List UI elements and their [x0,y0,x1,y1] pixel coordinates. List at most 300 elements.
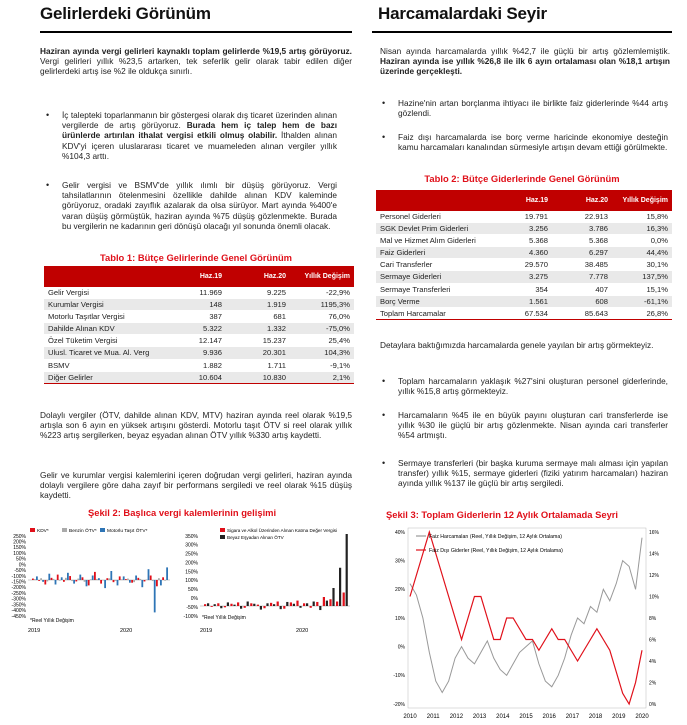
y-tick: 40% [394,529,405,536]
bullet-dot: • [46,110,50,120]
x-tick: 2014 [496,714,510,720]
bar [51,578,53,580]
bar [135,576,137,581]
y-tick: 250% [13,533,26,540]
bar [211,606,213,607]
bar [277,602,279,607]
table-cell: 22.913 [552,211,612,223]
revenue-paragraph-2: Dolaylı vergiler (ÖTV, dahilde alınan KDV, MTV) haziran ayında reel olarak %19,5 artışla son 6 ayın en yüksek artışını gösterdi. Motorlu taşıt ÖTV si reel olarak yıllık %223 artış sergilerken, beyaz eşyadan alınan ÖTV yıllık %330 artış kaydetti. [40,410,352,441]
bar [38,580,40,581]
y-tick: -250% [11,590,26,597]
y-tick: -50% [14,568,26,575]
y-tick: 0% [649,701,657,708]
y-tick: 250% [185,551,198,558]
bar [237,602,239,606]
bar [158,578,160,580]
y-tick: 0% [397,644,405,651]
table-row [44,311,354,323]
bar [156,580,158,586]
heading-rule [40,31,352,33]
y-tick: 2% [649,680,657,687]
table-cell: 681 [226,311,290,323]
y-tick: 150% [13,545,26,552]
bar [286,602,288,606]
table-cell: 1.711 [226,359,290,371]
revenue-intro-bold: Haziran ayında vergi gelirleri kaynaklı toplam gelirlerde %19,5 artış görüyoruz. [40,46,352,56]
table-cell: 9.225 [226,287,290,299]
table-cell: 3.275 [492,271,552,283]
bar [313,602,315,607]
table-cell: 26,8% [612,307,672,319]
x-tick: 2019 [200,628,213,634]
table-row [376,259,672,271]
table-cell: 15,1% [612,283,672,295]
chart-note: *Reel Yıllık Değişim [202,615,246,621]
spending-table [376,190,672,320]
bar [139,579,141,580]
spending-paragraph-2: Detaylara baktığımızda harcamalarda genele yayılan bir artış görmekteyiz. [380,340,654,350]
bar [283,606,285,609]
legend-label: Beyaz Eşyadan Alınan ÖTV [227,535,284,540]
spending-bullet-1: Hazine'nin artan borçlanma ihtiyacı ile birlikte faiz giderlerinde %44 artış gözlendi. [398,98,668,119]
y-tick: 6% [649,637,657,644]
table-cell: 1195,3% [290,299,354,311]
bar [125,579,127,580]
spending-bullet-3: Toplam harcamaların yaklaşık %27'sini oluşturan personel giderlerinde, yıllık %15,8 artış görmekteyiz. [398,376,668,397]
y-tick: 10% [649,594,660,601]
y-tick: -100% [11,573,26,580]
spending-intro-bold: Haziran ayında ise yıllık %26,8 ile ilk 6 ayın ortalaması olan %18,1 artışın üzerinde gerçekleşti. [380,56,670,77]
table-cell: 15,8% [612,211,672,223]
y-tick: 30% [394,558,405,565]
spending-intro-a: Nisan ayında harcamalarda yıllık %42,7 ile güçlü bir artış gözlemlemiştik. [380,46,670,56]
bar [144,580,146,581]
y-tick: -150% [11,579,26,586]
bar [69,576,71,580]
bar [117,580,119,585]
revenue-bullet-1a: İç talepteki toparlanmanın bir göstergesi olarak dış ticaret üzerinden alınan vergilerde de artış görüyoruz. [62,110,337,131]
bar [137,578,139,580]
table-cell: 104,3% [290,347,354,359]
bar [280,606,282,609]
table-header: Yıllık Değişim [290,266,354,287]
bar [316,602,318,606]
bar [240,606,242,609]
row-label: Motorlu Taşıtlar Vergisi [44,311,162,323]
bar [332,588,334,606]
bar [110,571,112,580]
bar [296,601,298,606]
y-tick: -450% [11,613,26,620]
bar [164,580,166,581]
bullet-dot: • [46,180,50,190]
table-header: Haz.19 [492,190,552,211]
table-cell: 387 [162,311,226,323]
table-row [376,211,672,223]
y-axis-ticks [12,534,27,620]
bar [154,580,156,612]
bar [40,578,42,580]
heading-rule [372,31,672,33]
y-tick: 10% [394,615,405,622]
row-label: Özel Tüketim Vergisi [44,335,162,347]
figure3-title: Şekil 3: Toplam Giderlerin 12 Aylık Ortalamada Seyri [386,509,619,520]
table-cell: 137,5% [612,271,672,283]
bar [79,575,81,580]
bar [266,603,268,606]
x-tick: 2012 [449,714,464,720]
row-label: Gelir Vergisi [44,287,162,299]
bar [82,577,84,580]
bar [102,580,104,581]
table-cell: -9,1% [290,359,354,371]
y-tick: -200% [11,585,26,592]
figure2a-chart [2,524,172,634]
y-axis-left-ticks [393,530,405,708]
y-tick: 50% [187,587,198,594]
revenue-bullet-1 [62,110,337,161]
bar [77,579,79,580]
table-cell: 6.297 [552,247,612,259]
revenue-paragraph-3: Gelir ve kurumlar vergisi kalemlerini içeren doğrudan vergi gelirleri, haziran ayında dolaylı vergilere göre daha zayıf bir performans sergiledi ve reel olarak %15 düşüş kaydetti. [40,470,352,501]
x-tick: 2017 [565,714,580,720]
table-cell: 3.256 [492,223,552,235]
revenue-intro-rest: Vergi gelirleri yıllık %23,5 artarken, tek seferlik gelir olarak tabir edilen diğer gelirlerdeki artış ise %2 ile oldukça sınırlı. [40,56,352,77]
bar [127,579,129,580]
table-cell: 1.561 [492,295,552,307]
bar [44,580,46,585]
revenue-table [44,266,354,384]
row-label: Sermaye Transferleri [376,283,492,295]
revenue-bullet-1-bold: Burada hem iç talep hem de bazı ürünlerde artırılan ithalat vergisi etkili olmuş olabilir. [62,120,338,141]
y-tick: 350% [185,533,198,540]
bar [92,576,94,581]
table-cell: 67.534 [492,307,552,319]
x-tick: 2010 [403,714,417,720]
table-cell: -75,0% [290,323,354,335]
bar [106,578,108,580]
row-label: Ulusl. Ticaret ve Mua. Al. Verg [44,347,162,359]
x-tick: 2015 [519,714,533,720]
row-label: Sermaye Giderleri [376,271,492,283]
table-cell: 354 [492,283,552,295]
bar [42,580,44,582]
row-label: Diğer Gelirler [44,371,162,383]
bar [230,604,232,606]
bar [160,580,162,585]
legend-label: KDV* [37,529,49,534]
table-cell: 0,0% [612,235,672,247]
table-row [376,235,672,247]
bar [303,603,305,606]
bar [152,580,154,581]
x-axis-ticks [403,714,649,720]
bar [88,580,90,585]
table-cell: 1.332 [226,323,290,335]
table-row [376,223,672,235]
bar [220,606,222,608]
table-cell: 29.570 [492,259,552,271]
bar [141,580,143,587]
y-tick: 20% [394,587,405,594]
bar [250,603,252,606]
bar [319,606,321,610]
revenue-bullet-1c: İthalden alınan KDV'yi içeren uluslararası ticaret ve muameleden alınan vergiler yıllık %104,3 arttı. [62,130,337,161]
table-header: Haz.20 [226,266,290,287]
row-label: BSMV [44,359,162,371]
bar [146,579,148,580]
table2-title: Tablo 2: Bütçe Giderlerinde Genel Görünüm [424,173,620,184]
y-tick: -10% [393,673,405,680]
table-row [376,271,672,283]
y-tick: 200% [185,560,198,567]
legend-label: Sigara ve Alkol Üzerinden Alınan Katma Değer Vergisi [227,528,338,533]
bar [75,580,77,581]
bar [233,605,235,606]
table-cell: 5.322 [162,323,226,335]
table-row [44,323,354,335]
bar [84,580,86,582]
bar [217,603,219,606]
bar [290,602,292,606]
bar [150,576,152,581]
y-tick: 100% [13,550,26,557]
x-tick: 2019 [612,714,626,720]
table-cell: 10.604 [162,371,226,383]
bar [34,579,36,580]
table-cell: 38.485 [552,259,612,271]
bar [310,606,312,608]
bar [123,576,125,580]
table-row [44,335,354,347]
table-cell: 1.919 [226,299,290,311]
table-header [376,190,492,211]
y-tick: -20% [393,701,405,708]
legend-swatch-motorlu [100,528,105,532]
spending-bullet-5: Sermaye transferleri (bir başka kuruma sermaye malı alması için yapılan transfer) yıllık %15, sermaye giderleri (fiziki yatırım harcamaları) haziran ayında yıllık %137 ile güçlü bir artış sergiledi. [398,458,668,489]
bar [48,574,50,580]
bar [100,580,102,584]
bullet-dot: • [382,410,386,420]
bar [306,603,308,606]
spending-bullet-2: Faiz dışı harcamalarda ise borç verme haricinde ekonomiye desteğin kamu harcamaları kanalından sürmesiyle artışın devam ettiği görülmekte. [398,132,668,153]
revenue-intro [40,46,352,77]
table-row [44,347,354,359]
bar [299,606,301,608]
y-tick: -300% [11,596,26,603]
bar [115,580,117,581]
bar [104,580,106,588]
bar [59,580,61,581]
legend-swatch-benzin [62,528,67,532]
spending-intro [380,46,670,77]
x-tick: 2020 [635,714,649,720]
x-tick: 2020 [120,628,133,634]
y-tick: -400% [11,608,26,615]
y-tick: 12% [649,572,660,579]
spending-heading: Harcamalardaki Seyir [378,4,547,23]
legend-swatch-sigara [220,528,225,532]
chart-background [2,524,172,634]
row-label: Kurumlar Vergisi [44,299,162,311]
bar [61,577,63,580]
table-cell: 16,3% [612,223,672,235]
bar [96,579,98,580]
table-cell: 12.147 [162,335,226,347]
bar [273,604,275,606]
x-tick: 2013 [472,714,487,720]
bar [36,576,38,580]
bar [65,578,67,580]
table-cell: 15.237 [226,335,290,347]
row-label: Faiz Giderleri [376,247,492,259]
bar [90,579,92,580]
y-tick: 200% [13,539,26,546]
y-tick: 50% [15,556,26,563]
bar [148,569,150,580]
bar [260,606,262,610]
bar [86,580,88,586]
bar [207,603,209,606]
row-label: Borç Verme [376,295,492,307]
y-tick: 4% [649,658,657,665]
table-row [44,371,354,383]
table-header-row [44,266,354,287]
bar [293,604,295,606]
table-cell: 5.368 [552,235,612,247]
bar [57,575,59,580]
bar [121,579,123,580]
bar [244,606,246,608]
bar [108,578,110,580]
revenue-heading: Gelirlerdeki Görünüm [40,4,211,23]
x-tick: 2018 [588,714,603,720]
bar [224,606,226,607]
chart-note: *Reel Yıllık Değişim [30,618,74,624]
figure3-chart [376,524,676,724]
table-cell: 9.936 [162,347,226,359]
bar [336,602,338,607]
table-cell: 148 [162,299,226,311]
bar [67,573,69,580]
bar [326,601,328,606]
legend-label: Motorlu Taşıt ÖTV* [107,529,148,534]
bar [162,577,164,580]
bar [46,580,48,581]
row-label: Cari Transferler [376,259,492,271]
figure2-title: Şekil 2: Başlıca vergi kalemlerinin gelişimi [88,507,277,518]
plot-area [408,528,646,708]
bar [346,534,348,606]
table-cell: 19.791 [492,211,552,223]
bar [55,580,57,585]
bar [339,568,341,606]
table-cell: 10.830 [226,371,290,383]
bar [270,603,272,606]
y-tick: -50% [186,604,198,611]
row-label: Personel Giderleri [376,211,492,223]
table-cell: 608 [552,295,612,307]
bar [53,579,55,580]
table-cell: 25,4% [290,335,354,347]
bar [94,572,96,580]
y-tick: -100% [183,613,198,620]
row-label: Toplam Harcamalar [376,307,492,319]
table1-title: Tablo 1: Bütçe Gelirlerinde Genel Görünüm [99,252,293,263]
legend-label: Faiz Harcamaları (Reel, Yıllık Değişim, 12 Aylık Ortalama) [429,534,562,540]
table-row [376,247,672,259]
bar [113,580,115,582]
y-tick: 0% [190,596,198,603]
table-cell: 85.643 [552,307,612,319]
table-cell: -61,1% [612,295,672,307]
table-row [44,359,354,371]
bar [63,580,65,582]
bar [98,578,100,580]
table-cell: 5.368 [492,235,552,247]
bar [32,579,34,580]
table-cell: 20.301 [226,347,290,359]
table-cell: 30,1% [612,259,672,271]
table-cell: 11.969 [162,287,226,299]
table-row [376,283,672,295]
y-tick: 0% [18,562,26,569]
figure2b-chart [178,524,352,634]
y-tick: 300% [185,542,198,549]
table-row [376,307,672,319]
row-label: Dahilde Alınan KDV [44,323,162,335]
x-tick: 2019 [28,628,41,634]
table-row [44,287,354,299]
table-cell: 1.882 [162,359,226,371]
legend-label: Benzin ÖTV* [69,529,97,534]
row-label: SGK Devlet Prim Giderleri [376,223,492,235]
bar [129,580,131,583]
bar [263,606,265,608]
table-cell: 4.360 [492,247,552,259]
y-tick: -350% [11,602,26,609]
bar [166,567,168,580]
y-tick: 16% [649,529,660,536]
bullet-dot: • [382,458,386,468]
bar [227,602,229,606]
bar [119,576,121,580]
bullet-dot: • [382,98,386,108]
table-cell: 3.786 [552,223,612,235]
table-cell: -22,9% [290,287,354,299]
spending-bullet-4: Harcamaların %45 ile en büyük payını oluşturan cari transferlerde ise yıllık %30 ile güçlü bir artış gözlenmekte. Nisan ayında cari transferler %54 artmıştı. [398,410,668,441]
table-cell: 407 [552,283,612,295]
table-header: Haz.20 [552,190,612,211]
bar [131,580,133,583]
legend-swatch-kdv [30,528,35,532]
table-cell: 76,0% [290,311,354,323]
bar [343,593,345,607]
bar [323,597,325,606]
bar [73,580,75,584]
bar [257,605,259,606]
table-row [376,295,672,307]
bar [247,602,249,607]
x-tick: 2016 [542,714,556,720]
y-axis-right-ticks [649,530,660,708]
bar [253,604,255,606]
table-header: Yıllık Değişim [612,190,672,211]
table-header: Haz.19 [162,266,226,287]
legend-label: Faiz Dışı Giderler (Reel, Yıllık Değişim, 12 Aylık Ortalama) [429,548,563,554]
bar [71,580,73,581]
y-tick: 14% [649,551,660,558]
